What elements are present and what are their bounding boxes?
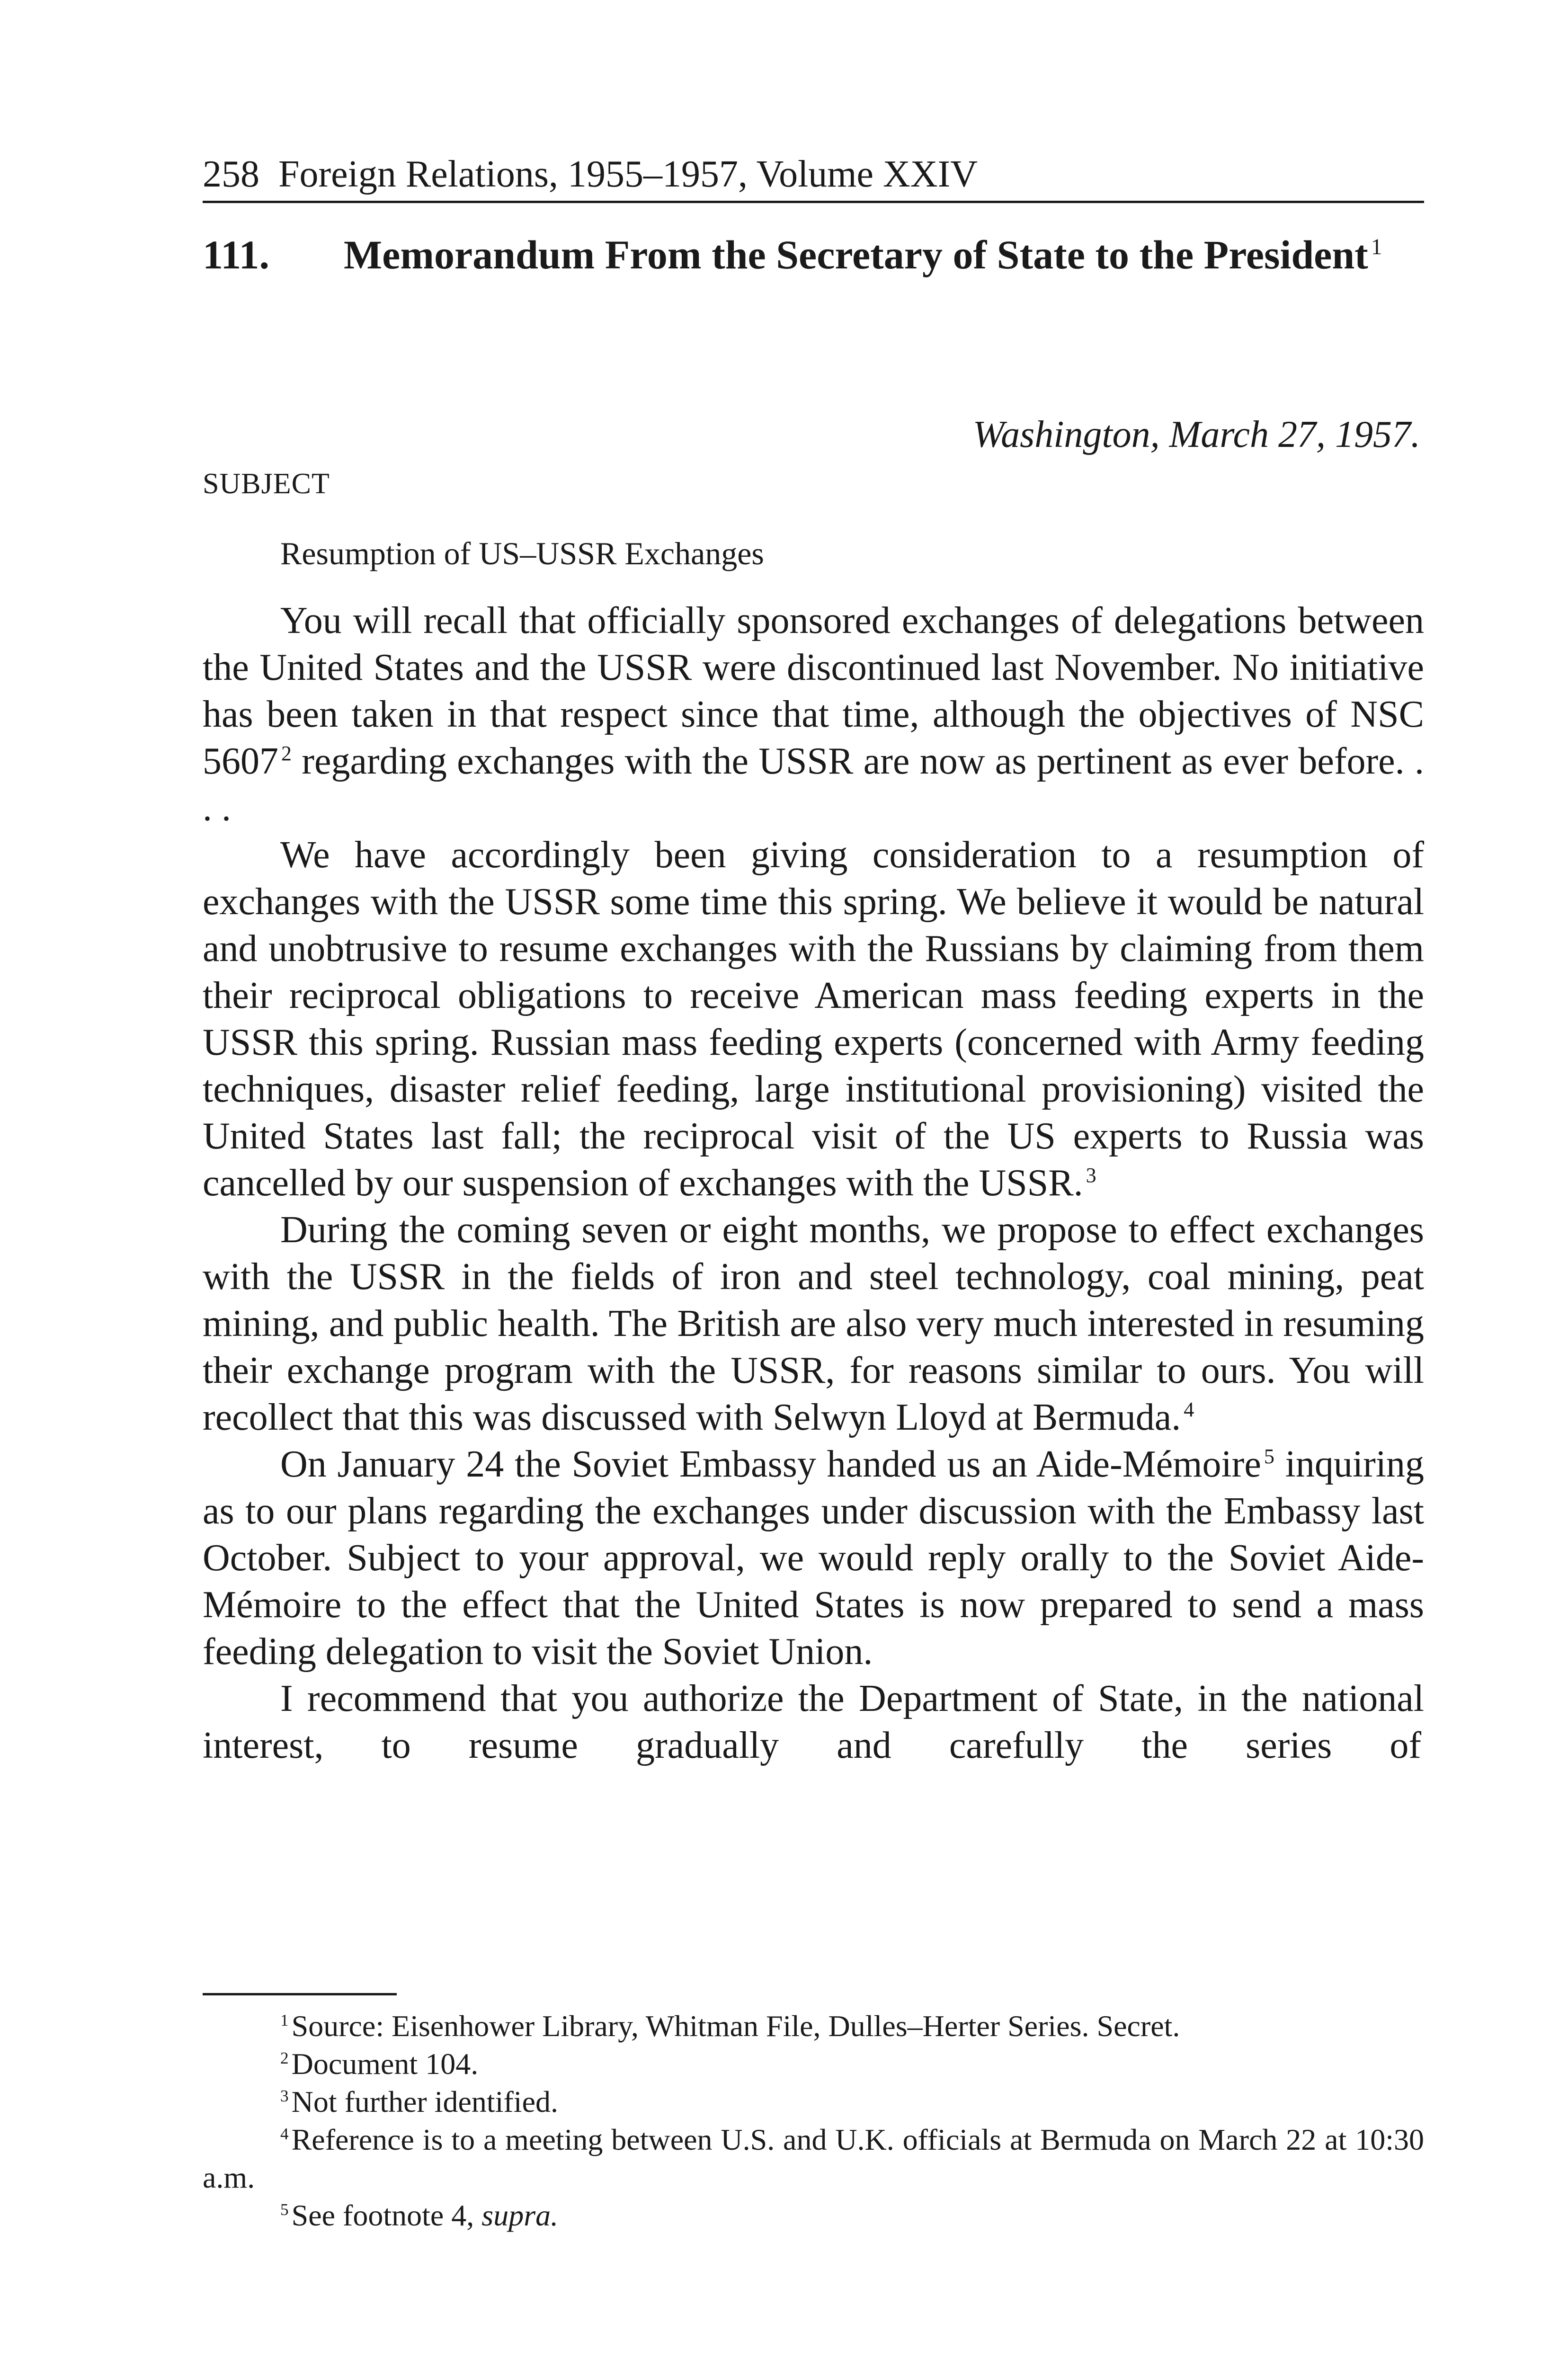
footnote-divider [203,1993,397,1995]
memorandum-body [203,597,1424,1769]
footnote-ref[interactable]: 4 [1184,1398,1194,1422]
page-number: 258 [203,153,259,195]
paragraph [203,1441,1424,1675]
footnote-ref[interactable]: 3 [1086,1164,1096,1187]
footnote-mark: 2 [280,2048,289,2067]
footnote-text: Reference is to a meeting between U.S. and U.K. officials at Bermuda on March 22 at 10:30 a.m. [203,2123,1424,2194]
paragraph [203,1207,1424,1441]
paragraph-text: On January 24 the Soviet Embassy handed us an Aide-Mémoire [280,1443,1261,1485]
series-title: Foreign Relations, 1955–1957, Volume XXIV [278,153,978,195]
document-number: 111. [203,232,270,277]
dateline: Washington, March 27, 1957. [972,414,1420,455]
footnote-ref[interactable]: 5 [1264,1445,1274,1468]
footnote-text: Not further identified. [291,2085,558,2118]
footnote-text: Document 104. [291,2047,479,2081]
paragraph-text: We have accordingly been giving consideration to a resumption of exchanges with the USSR some time this spring. We believe it would be natural and unobtrusive to resume exchanges with the Russians by claiming from them their reciprocal obligations to receive American mass feeding experts in the USSR this spring. Russian mass feeding experts (concerned with Army feeding techniques, disaster relief feeding, large institutional provisioning) visited the United States last fall; the reciprocal visit of the US experts to Russia was cancelled by our suspension of exchanges with the USSR. [203,834,1424,1204]
footnote [203,2197,1424,2234]
paragraph-text: regarding exchanges with the USSR are now as pertinent as ever before. . . . [203,740,1424,829]
document-title [344,231,1423,278]
footnote-mark: 1 [280,2011,289,2029]
footnotes [203,2007,1424,2234]
paragraph [203,597,1424,832]
footnote-mark: 3 [280,2086,289,2105]
footnote-mark: 5 [280,2200,289,2219]
footnote [203,2007,1424,2045]
footnote-italic: supra. [481,2198,559,2232]
paragraph-text: inquiring as to our plans regarding the exchanges under discussion with the Embassy last October. Subject to your approval, we would reply orally to the Soviet Aide-Mémoire to the effect that the United States is now prepared to send a mass feeding delegation to visit the Soviet Union. [203,1443,1425,1673]
paragraph-text: You will recall that officially sponsored exchanges of delegations between the United States and the USSR were discontinued last November. No initiative has been taken in that respect since that time, although the objectives of NSC 5607 [203,600,1424,782]
document-title-text: Memorandum From the Secretary of State to the President [344,232,1368,277]
footnote-ref[interactable]: 2 [281,742,292,765]
footnote-ref[interactable]: 1 [1371,235,1382,260]
footnote [203,2083,1424,2121]
subject-text: Resumption of US–USSR Exchanges [280,535,764,571]
running-head [203,151,1424,203]
footnote-text: See footnote 4, [291,2198,482,2232]
paragraph [203,1675,1424,1769]
footnote [203,2045,1424,2083]
footnote-mark: 4 [280,2124,289,2143]
paragraph-text: I recommend that you authorize the Department of State, in the national interest, to resume gradually and carefully the series of [203,1678,1424,1766]
footnote [203,2121,1424,2197]
subject-label: SUBJECT [203,468,330,500]
paragraph-text: During the coming seven or eight months, we propose to effect exchanges with the USSR in the fields of iron and steel technology, coal mining, peat mining, and public health. The British are also very much interested in resuming their exchange program with the USSR, for reasons similar to ours. You will recollect that this was discussed with Selwyn Lloyd at Bermuda. [203,1209,1424,1438]
footnote-text: Source: Eisenhower Library, Whitman File, Dulles–Herter Series. Secret. [291,2009,1180,2043]
paragraph [203,832,1424,1207]
